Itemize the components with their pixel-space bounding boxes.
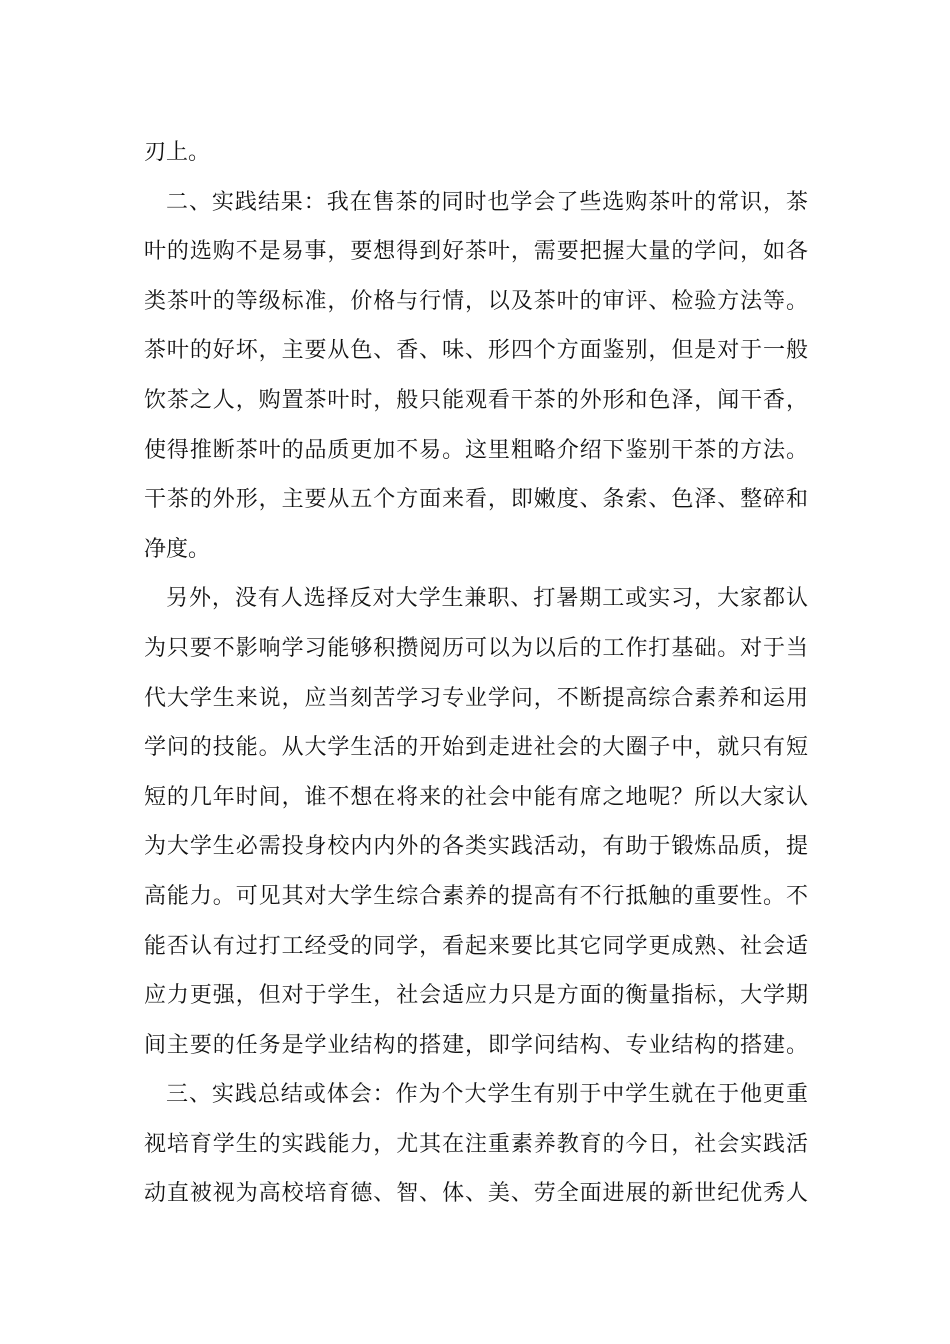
text-line: 三、实践总结或体会：作为个大学生有别于中学生就在于他更重 bbox=[166, 1082, 808, 1108]
text-line: 二、实践结果：我在售茶的同时也学会了些选购茶叶的常识，茶 bbox=[166, 189, 808, 215]
text-line: 视培育学生的实践能力，尤其在注重素养教育的今日，社会实践活 bbox=[144, 1131, 808, 1157]
text-line: 饮茶之人，购置茶叶时，般只能观看干茶的外形和色泽，闻干香， bbox=[144, 387, 808, 413]
text-line: 短的几年时间，谁不想在将来的社会中能有席之地呢？所以大家认 bbox=[144, 784, 808, 810]
text-line: 刃上。 bbox=[144, 140, 211, 165]
text-line: 净度。 bbox=[144, 536, 211, 562]
text-line: 另外，没有人选择反对大学生兼职、打暑期工或实习，大家都认 bbox=[166, 586, 808, 612]
text-line: 动直被视为高校培育德、智、体、美、劳全面进展的新世纪优秀人 bbox=[144, 1181, 808, 1207]
text-line: 代大学生来说，应当刻苦学习专业学问，不断提高综合素养和运用 bbox=[144, 685, 808, 711]
text-line: 使得推断茶叶的品质更加不易。这里粗略介绍下鉴别干茶的方法。 bbox=[144, 437, 808, 463]
text-line: 间主要的任务是学业结构的搭建，即学问结构、专业结构的搭建。 bbox=[144, 1032, 808, 1058]
text-line: 应力更强，但对于学生，社会适应力只是方面的衡量指标，大学期 bbox=[144, 983, 808, 1009]
text-line: 能否认有过打工经受的同学，看起来要比其它同学更成熟、社会适 bbox=[144, 933, 808, 959]
text-line: 干茶的外形，主要从五个方面来看，即嫩度、条索、色泽、整碎和 bbox=[144, 487, 808, 513]
text-line: 为大学生必需投身校内内外的各类实践活动，有助于锻炼品质，提 bbox=[144, 834, 808, 860]
text-line: 为只要不影响学习能够积攒阅历可以为以后的工作打基础。对于当 bbox=[144, 635, 808, 661]
text-line: 学问的技能。从大学生活的开始到走进社会的大圈子中，就只有短 bbox=[144, 735, 808, 761]
text-line: 类茶叶的等级标准，价格与行情，以及茶叶的审评、检验方法等。 bbox=[144, 288, 808, 314]
text-line: 高能力。可见其对大学生综合素养的提高有不行抵触的重要性。不 bbox=[144, 883, 808, 909]
document-body bbox=[144, 128, 808, 1219]
text-line: 叶的选购不是易事，要想得到好茶叶，需要把握大量的学问，如各 bbox=[144, 239, 808, 265]
text-line: 茶叶的好坏，主要从色、香、味、形四个方面鉴别，但是对于一般 bbox=[144, 338, 808, 364]
